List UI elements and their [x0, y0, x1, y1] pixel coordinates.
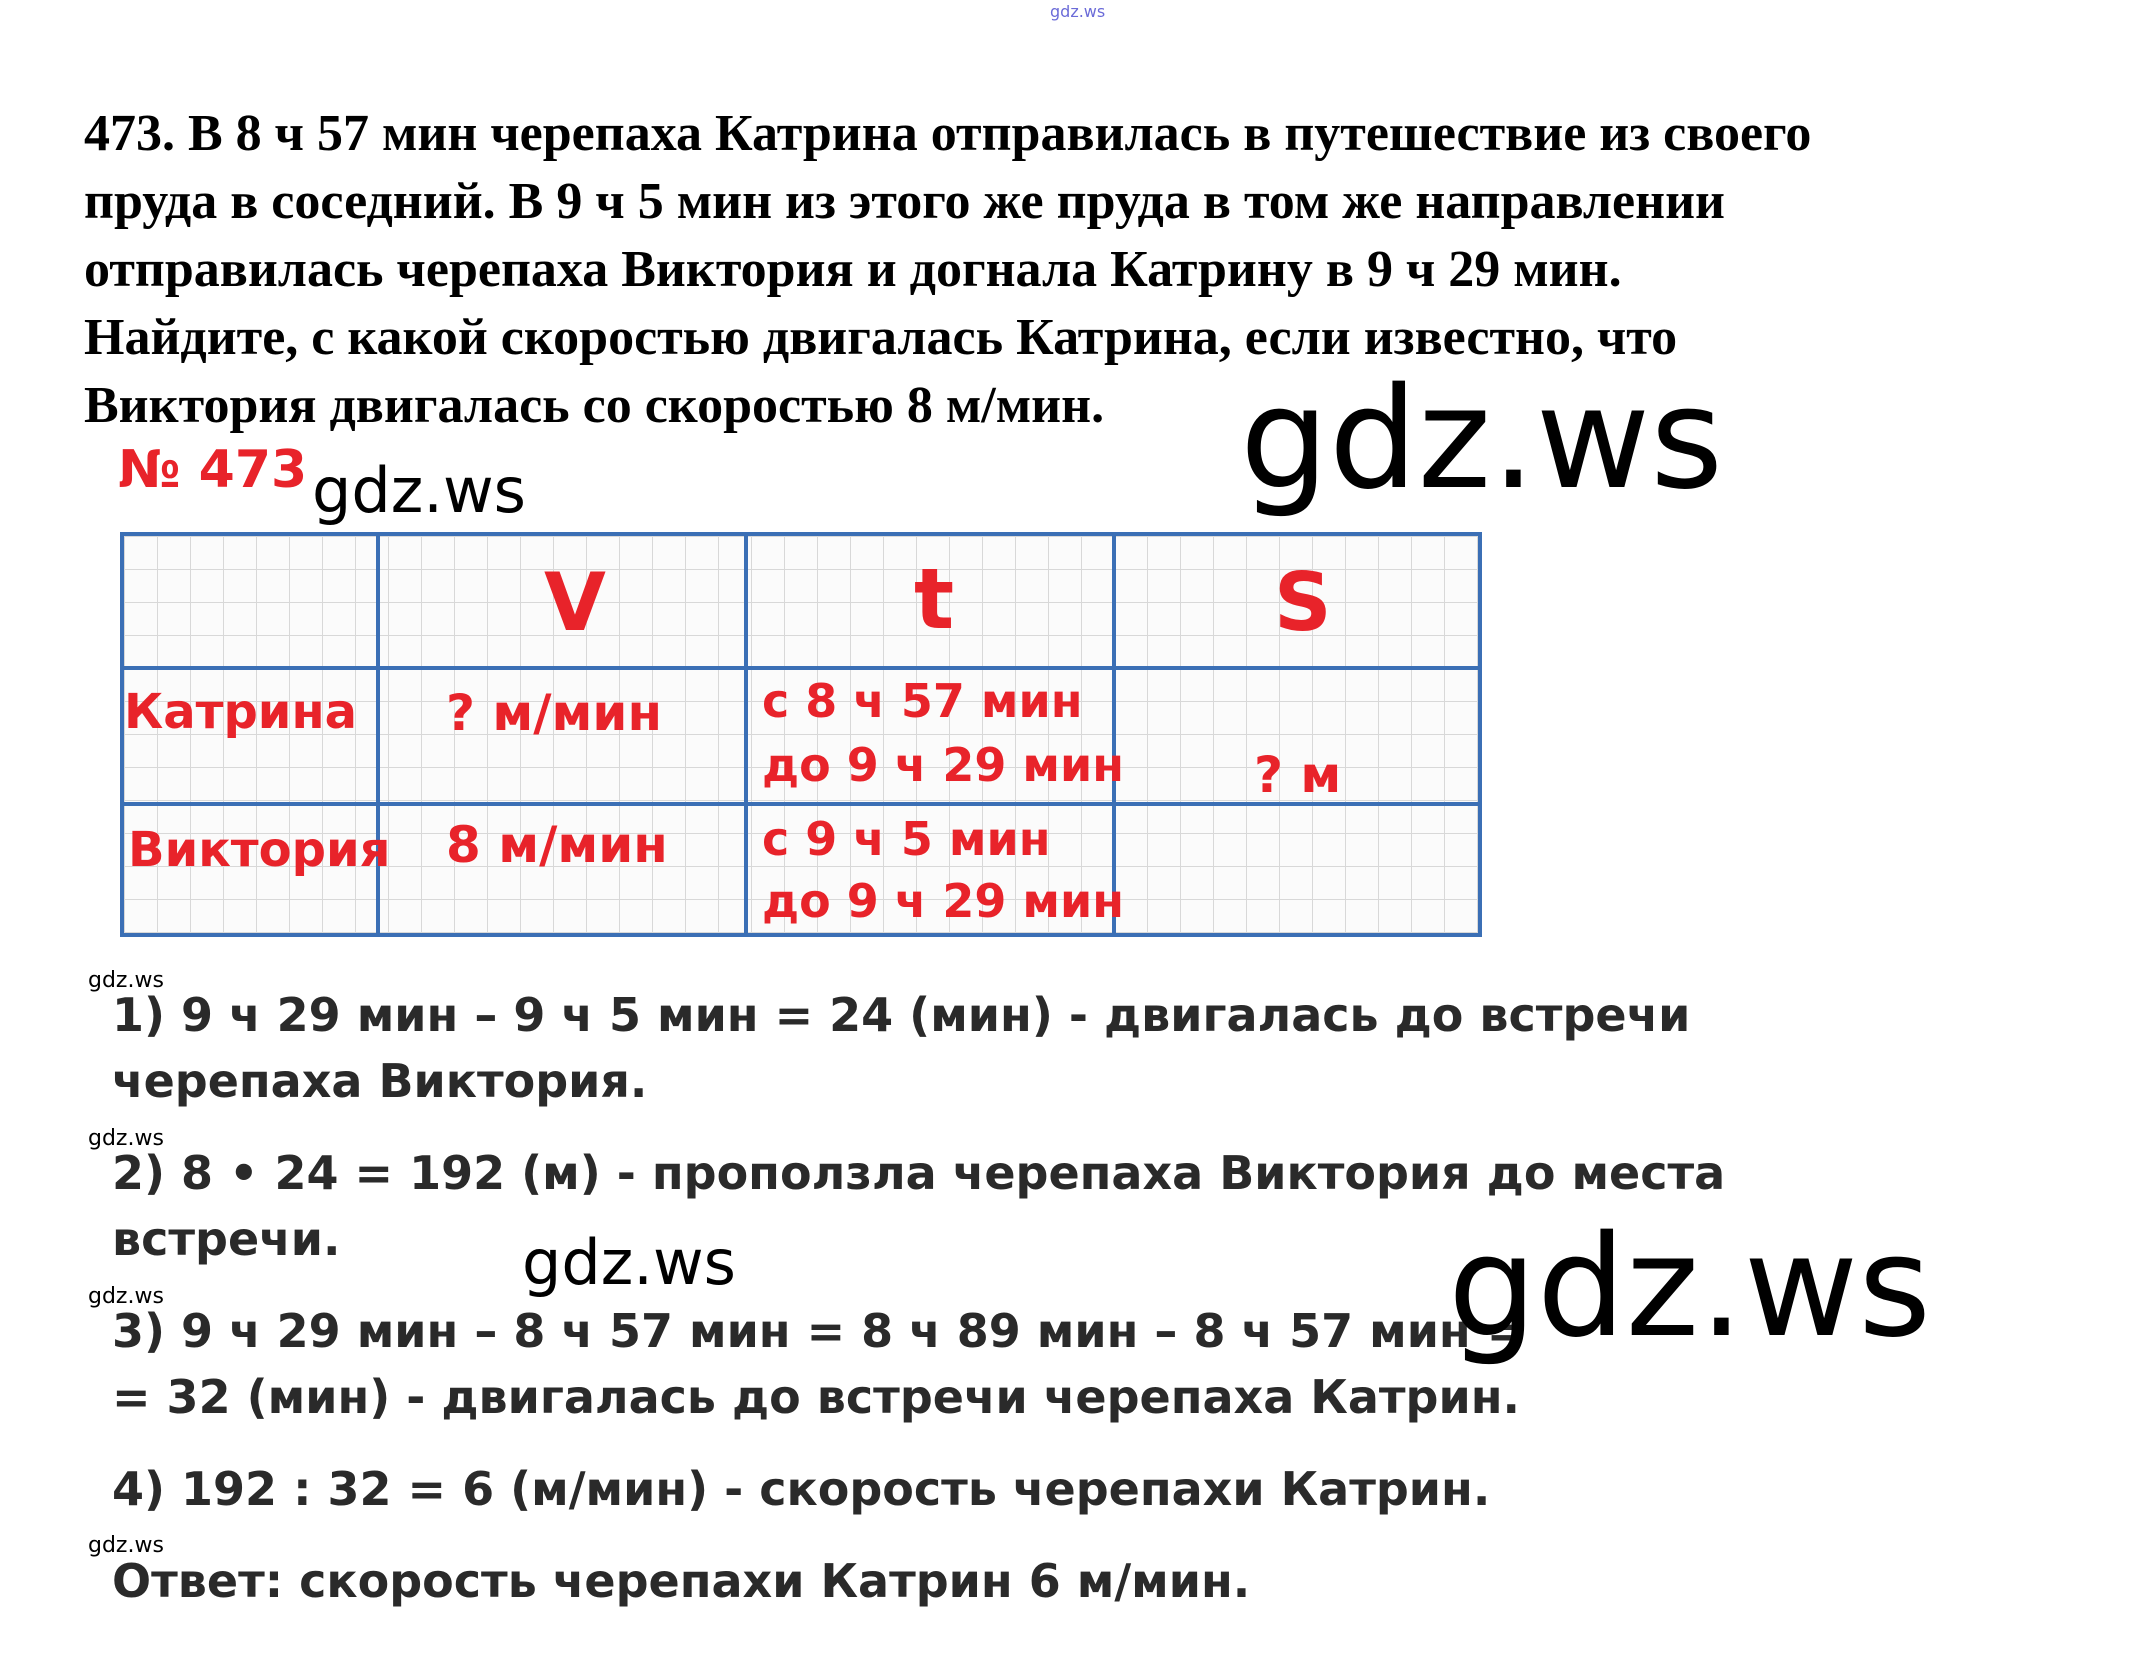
watermark-medium: gdz.ws — [522, 1226, 736, 1299]
answer-line: Ответ: скорость черепахи Катрин 6 м/мин. — [112, 1554, 1251, 1608]
watermark-small: gdz.ws — [88, 1533, 164, 1558]
step-3-line-2: = 32 (мин) - двигалась до встречи черепаха Катрин. — [112, 1370, 1520, 1424]
watermark-top: gdz.ws — [1050, 2, 1106, 21]
katrina-time-start: с 8 ч 57 мин — [762, 674, 1083, 728]
header-s: S — [1274, 556, 1332, 649]
watermark-large: gdz.ws — [1448, 1206, 1932, 1369]
watermark-small: gdz.ws — [88, 968, 164, 993]
step-1-line-2: черепаха Виктория. — [112, 1054, 648, 1108]
problem-line: Найдите, с какой скоростью двигалась Катрина, если известно, что — [84, 309, 1678, 366]
step-2-line-1: 2) 8 • 24 = 192 (м) - проползла черепаха Виктория до места — [112, 1146, 1726, 1200]
watermark-large: gdz.ws — [1240, 358, 1724, 521]
row-name-katrina: Катрина — [124, 684, 357, 740]
problem-line: отправилась черепаха Виктория и догнала Катрину в 9 ч 29 мин. — [84, 241, 1622, 298]
viktoria-speed: 8 м/мин — [446, 816, 668, 874]
problem-statement — [84, 100, 2084, 440]
step-3-line-1: 3) 9 ч 29 мин – 8 ч 57 мин = 8 ч 89 мин – 8 ч 57 мин = — [112, 1304, 1526, 1358]
header-v: V — [544, 556, 606, 649]
step-2-line-2: встречи. — [112, 1212, 341, 1266]
distance-value: ? м — [1254, 746, 1342, 804]
problem-line: пруда в соседний. В 9 ч 5 мин из этого же пруда в том же направлении — [84, 173, 1726, 230]
step-4-line-1: 4) 192 : 32 = 6 (м/мин) - скорость черепахи Катрин. — [112, 1462, 1491, 1516]
solution-number-label: № 473 — [118, 440, 308, 500]
problem-line: 473. В 8 ч 57 мин черепаха Катрина отправилась в путешествие из своего — [84, 105, 1812, 162]
row-name-viktoria: Виктория — [128, 822, 391, 878]
watermark-small: gdz.ws — [88, 1284, 164, 1309]
viktoria-time-start: с 9 ч 5 мин — [762, 812, 1051, 866]
katrina-speed: ? м/мин — [446, 684, 662, 742]
viktoria-time-end: до 9 ч 29 мин — [762, 874, 1125, 928]
problem-line: Виктория двигалась со скоростью 8 м/мин. — [84, 377, 1105, 434]
data-table — [120, 532, 1482, 937]
watermark-small: gdz.ws — [88, 1126, 164, 1151]
header-t: t — [914, 550, 955, 648]
watermark-medium: gdz.ws — [312, 454, 526, 527]
step-1-line-1: 1) 9 ч 29 мин – 9 ч 5 мин = 24 (мин) - двигалась до встречи — [112, 988, 1691, 1042]
katrina-time-end: до 9 ч 29 мин — [762, 738, 1125, 792]
